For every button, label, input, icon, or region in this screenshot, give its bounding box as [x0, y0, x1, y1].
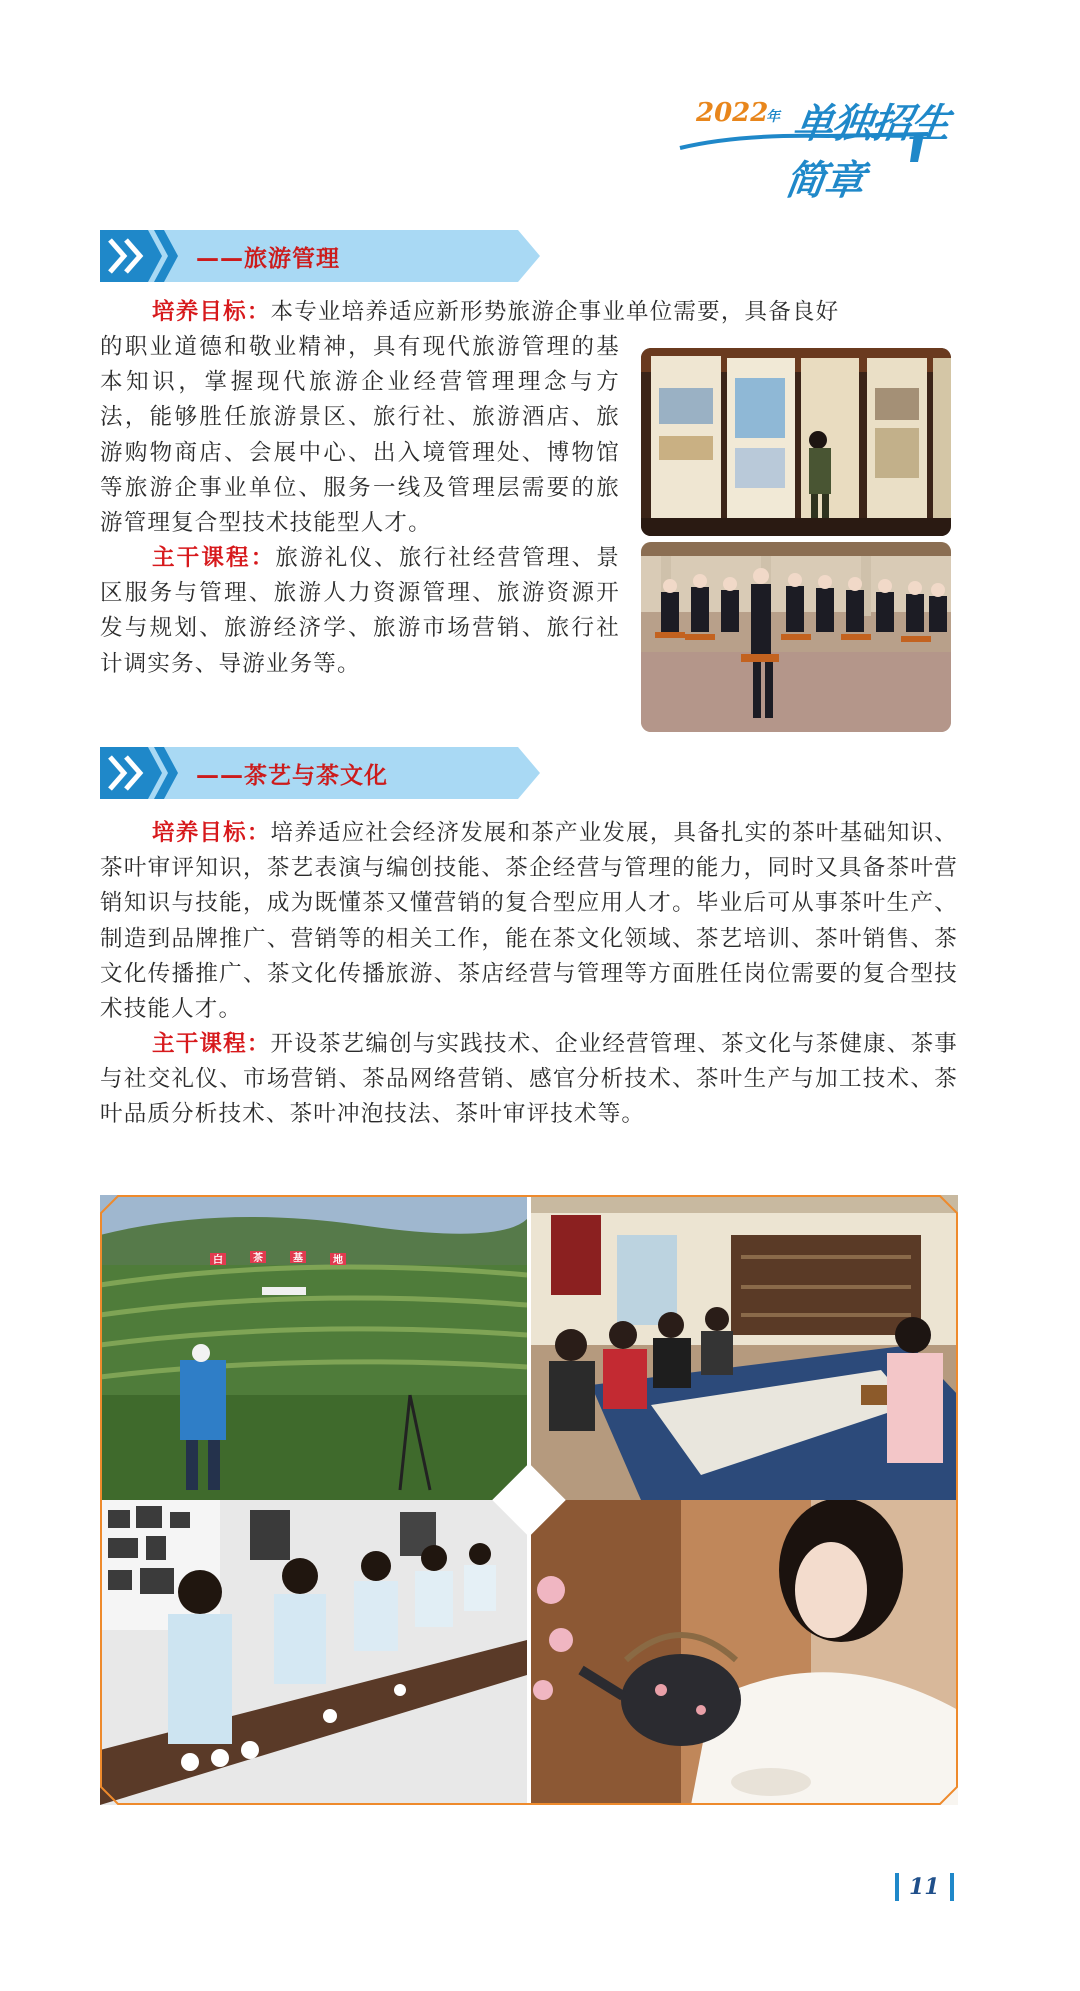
- goal-label: 培养目标: [152, 820, 247, 846]
- tea-goal-text: 培养适应社会经济发展和茶产业发展，具备扎实的茶叶基础知识、茶叶审评知识，茶艺表演与编创技能、茶企经营与管理的能力，同时又具备茶叶营销知识与技能，成为既懂茶又懂营销的复合型应用人才。毕业后可从事茶叶生产、制造到品牌推广、营销等的相关工作，能在茶文化领域、茶艺培训、茶叶销售、茶文化传播推广、茶文化传播旅游、茶店经营与管理等方面胜任岗位需要的复合型技术技能人才。: [100, 820, 958, 1023]
- collage-frame: [100, 1195, 958, 1805]
- course-label: 主干课程: [152, 1031, 247, 1057]
- page-number-bar-right: [950, 1873, 954, 1901]
- brand-year: 2022: [696, 98, 769, 128]
- section-title-tea: ——茶艺与茶文化: [196, 763, 388, 789]
- colon: ：: [246, 820, 271, 846]
- tea-courses: [100, 1027, 958, 1133]
- brand-title: 单独招生简章: [782, 101, 953, 204]
- brochure-brand-header: [678, 92, 953, 204]
- tea-garden-sign-1: 白: [213, 1255, 223, 1266]
- tea-garden-sign-2: 茶: [253, 1253, 263, 1264]
- tea-garden-sign-4: 地: [333, 1255, 343, 1266]
- photo-etiquette-class: [641, 542, 951, 732]
- tea-garden-sign-3: 基: [293, 1253, 303, 1264]
- section-banner-tourism: [100, 230, 540, 282]
- tourism-courses: [100, 541, 620, 682]
- course-label: 主干课程: [152, 545, 251, 571]
- colon: ：: [250, 545, 276, 571]
- section-title-tourism: ——旅游管理: [196, 246, 340, 272]
- tea-goal: [100, 816, 958, 1027]
- tourism-goal-text: 的职业道德和敬业精神，具有现代旅游管理的基本知识，掌握现代旅游企业经营管理理念与方法，能够胜任旅游景区、旅行社、旅游酒店、旅游购物商店、会展中心、出入境管理处、博物馆等旅游企事业单位、服务一线及管理层需要的旅游管理复合型技术技能型人才。: [100, 334, 620, 537]
- photo-museum-guide: [641, 348, 951, 536]
- tea-course-text: 开设茶艺编创与实践技术、企业经营管理、茶文化与茶健康、茶事与社交礼仪、市场营销、茶品网络营销、感官分析技术、茶叶生产与加工技术、茶叶品质分析技术、茶叶冲泡技法、茶叶审评技术等。: [100, 1031, 958, 1128]
- colon: ：: [246, 299, 271, 325]
- tourism-goal-line1: [100, 295, 958, 330]
- tourism-goal-text-start: 本专业培养适应新形势旅游企事业单位需要，具备良好: [270, 299, 840, 325]
- tourism-course-text: 旅游礼仪、旅行社经营管理、景区服务与管理、旅游人力资源管理、旅游资源开发与规划、旅游经济学、旅游市场营销、旅行社计调实务、导游业务等。: [100, 545, 620, 677]
- section-banner-tea: [100, 747, 540, 799]
- tea-photo-collage: [100, 1195, 958, 1805]
- colon: ：: [246, 1031, 271, 1057]
- goal-label: 培养目标: [152, 299, 247, 325]
- page-number: [895, 1870, 954, 1904]
- page-number-text: 11: [909, 1874, 940, 1900]
- brand-year-suffix: 年: [766, 109, 780, 125]
